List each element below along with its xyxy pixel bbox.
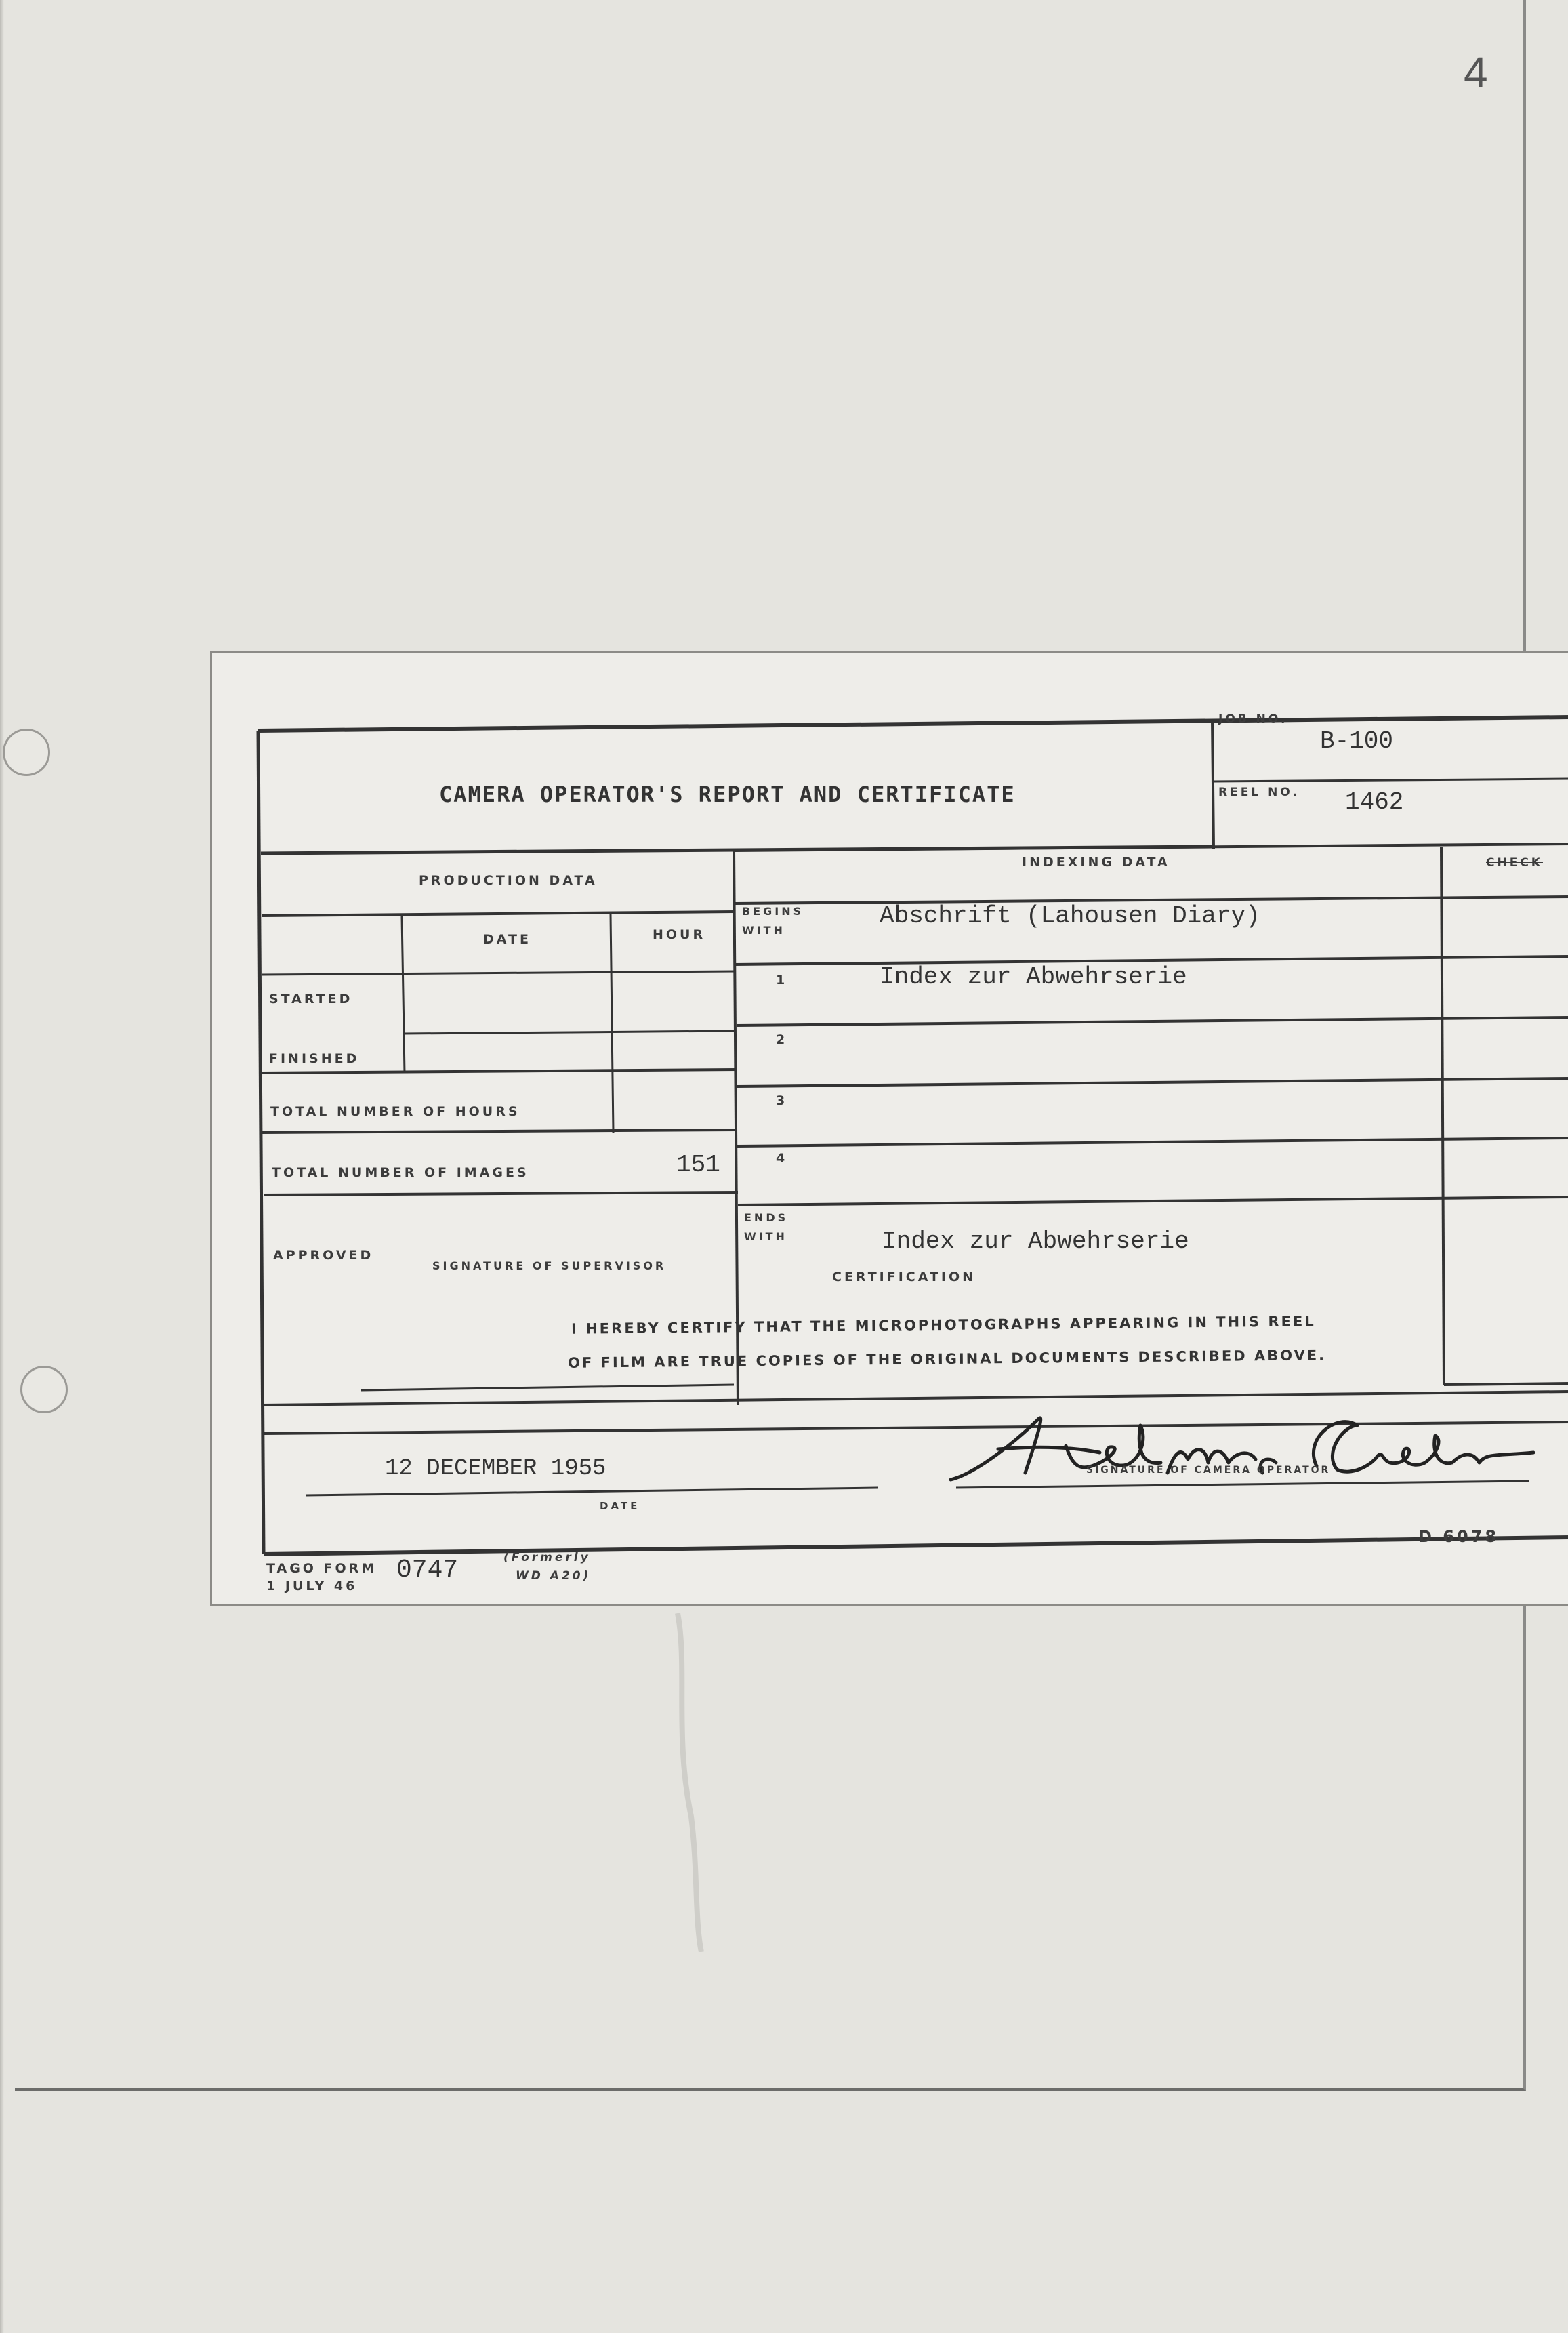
page-edge bbox=[0, 0, 4, 2333]
punch-hole-bottom bbox=[20, 1366, 68, 1413]
certification-date-value: 12 DECEMBER 1955 bbox=[385, 1456, 606, 1482]
operator-signature-icon bbox=[937, 1398, 1547, 1500]
form-date: 1 JULY 46 bbox=[266, 1579, 358, 1594]
begins-with-value: Abschrift (Lahousen Diary) bbox=[880, 902, 1260, 930]
certification-line-2: OF FILM ARE TRUE COPIES OF THE ORIGINAL DOCUMENTS DESCRIBED ABOVE. bbox=[567, 1347, 1327, 1371]
certification-date-label: DATE bbox=[600, 1500, 640, 1512]
camera-operator-report-card bbox=[210, 651, 1568, 1606]
started-label: STARTED bbox=[269, 992, 353, 1007]
date-column-label: DATE bbox=[483, 932, 531, 947]
index-row-1-value: Index zur Abwehrserie bbox=[880, 963, 1187, 991]
ends-with-value: Index zur Abwehrserie bbox=[882, 1228, 1189, 1255]
supervisor-signature-label: SIGNATURE OF SUPERVISOR bbox=[432, 1259, 667, 1272]
index-row-4-number: 4 bbox=[776, 1151, 788, 1166]
hour-column-label: HOUR bbox=[653, 927, 706, 942]
certification-header: CERTIFICATION bbox=[832, 1270, 976, 1284]
job-no-label: JOB NO. bbox=[1218, 712, 1288, 726]
production-data-header: PRODUCTION DATA bbox=[419, 873, 598, 888]
finished-label: FINISHED bbox=[269, 1051, 360, 1066]
indexing-data-header: INDEXING DATA bbox=[1022, 855, 1170, 870]
formerly-reference: WD A20) bbox=[516, 1569, 592, 1583]
job-no-value: B-100 bbox=[1320, 727, 1394, 755]
operator-signature-label: SIGNATURE OF CAMERA OPERATOR bbox=[1086, 1465, 1331, 1476]
form-title: CAMERA OPERATOR'S REPORT AND CERTIFICATE bbox=[439, 782, 1016, 807]
paper-crease bbox=[671, 1613, 711, 1952]
reel-no-value: 1462 bbox=[1345, 788, 1404, 816]
total-hours-label: TOTAL NUMBER OF HOURS bbox=[270, 1104, 520, 1119]
index-row-3-number: 3 bbox=[776, 1093, 788, 1108]
index-row-1-number: 1 bbox=[776, 973, 788, 988]
total-images-label: TOTAL NUMBER OF IMAGES bbox=[272, 1165, 529, 1180]
check-label: CHECK bbox=[1486, 856, 1543, 870]
page-number: 4 bbox=[1464, 48, 1488, 97]
index-row-2-number: 2 bbox=[776, 1032, 788, 1047]
approved-label: APPROVED bbox=[273, 1248, 374, 1263]
document-code: D 6078 bbox=[1418, 1527, 1500, 1546]
form-label: TAGO FORM bbox=[266, 1561, 377, 1576]
punch-hole-top bbox=[3, 729, 50, 776]
begins-with-label: BEGINS WITH bbox=[742, 905, 804, 937]
form-number: 0747 bbox=[396, 1556, 459, 1585]
certification-line-1: I HEREBY CERTIFY THAT THE MICROPHOTOGRAPHS APPEARING IN THIS REEL bbox=[571, 1313, 1316, 1337]
total-images-value: 151 bbox=[676, 1151, 720, 1179]
formerly-label: (Formerly bbox=[503, 1551, 591, 1564]
reel-no-label: REEL NO. bbox=[1218, 786, 1300, 799]
ends-with-label: ENDS WITH bbox=[744, 1211, 789, 1243]
